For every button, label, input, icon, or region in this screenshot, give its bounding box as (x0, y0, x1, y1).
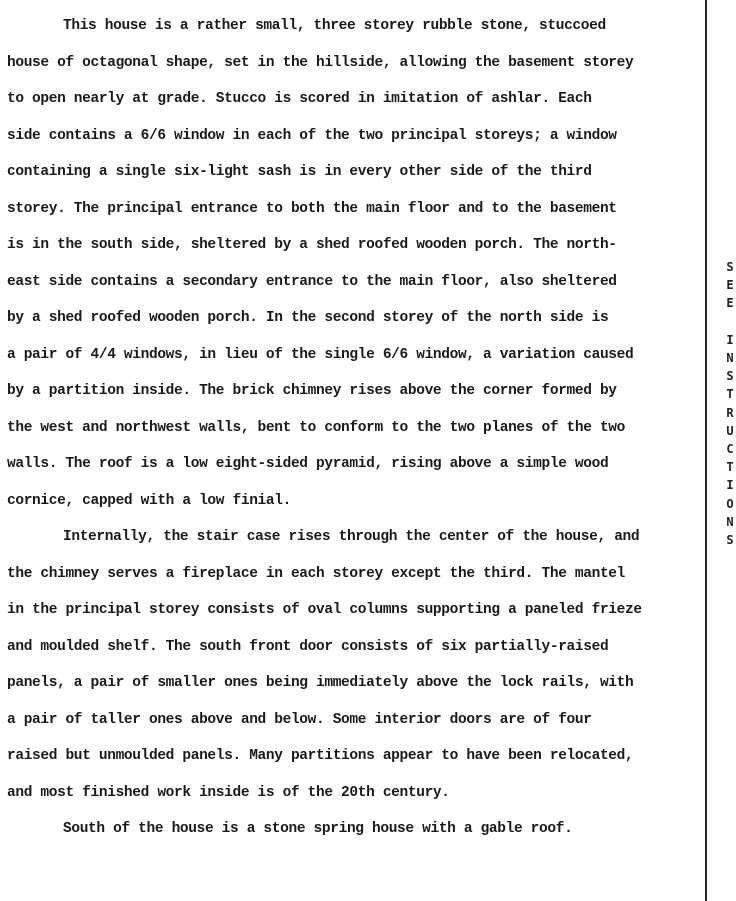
text-line: This house is a rather small, three storey rubble stone, stuccoed (63, 18, 606, 34)
margin-letter: T (726, 387, 734, 402)
margin-letter: E (726, 278, 734, 293)
text-line: storey. The principal entrance to both the main floor and to the basement (7, 200, 617, 217)
text-line: containing a single six-light sash is in every other side of the third (7, 164, 592, 180)
text-line: by a shed roofed wooden porch. In the second storey of the north side is (7, 310, 609, 326)
margin-letter: I (726, 478, 734, 493)
margin-letter: S (726, 369, 734, 384)
text-line: side contains a 6/6 window in each of the two principal storeys; a window (7, 127, 617, 144)
margin-letter: C (726, 442, 734, 457)
margin-letter: N (726, 351, 734, 366)
text-line: and moulded shelf. The south front door consists of six partially-raised (7, 638, 609, 655)
text-line: by a partition inside. The brick chimney rises above the corner formed by (7, 383, 617, 399)
text-line: South of the house is a stone spring house with a gable roof. (63, 821, 573, 837)
text-line: and most finished work inside is of the 20th century. (7, 784, 450, 801)
margin-letter: S (726, 533, 734, 548)
text-line: walls. The roof is a low eight-sided pyramid, rising above a simple wood (7, 456, 609, 472)
text-line: the chimney serves a fireplace in each storey except the third. The mantel (7, 565, 626, 582)
text-line: the west and northwest walls, bent to conform to the two planes of the two (7, 419, 626, 436)
text-line: raised but unmoulded panels. Many partitions appear to have been relocated, (7, 748, 634, 764)
text-line: panels, a pair of smaller ones being immediately above the lock rails, with (7, 675, 634, 691)
margin-letter: U (726, 423, 734, 438)
margin-letter: S (726, 260, 734, 274)
margin-letter: N (726, 514, 734, 529)
text-line: Internally, the stair case rises through the center of the house, and (63, 529, 640, 545)
text-line: house of octagonal shape, set in the hillside, allowing the basement storey (7, 54, 634, 71)
margin-note-see-instructions (723, 258, 736, 549)
description-text (7, 8, 707, 848)
margin-letter: O (726, 496, 734, 511)
text-line: is in the south side, sheltered by a shed roofed wooden porch. The north- (7, 237, 617, 253)
text-line: east side contains a secondary entrance to the main floor, also sheltered (7, 273, 617, 290)
margin-letter: T (726, 460, 734, 475)
margin-letter: I (726, 332, 734, 347)
page-border-rule (705, 0, 707, 901)
margin-letter: E (726, 296, 734, 311)
text-line: to open nearly at grade. Stucco is scored in imitation of ashlar. Each (7, 91, 592, 107)
margin-letter: R (726, 405, 734, 420)
text-line: cornice, capped with a low finial. (7, 492, 291, 509)
text-line: a pair of taller ones above and below. Some interior doors are of four (7, 711, 592, 728)
text-line: in the principal storey consists of oval columns supporting a paneled frieze (7, 602, 642, 618)
margin-letter (723, 313, 736, 331)
text-line: a pair of 4/4 windows, in lieu of the single 6/6 window, a variation caused (7, 346, 634, 363)
